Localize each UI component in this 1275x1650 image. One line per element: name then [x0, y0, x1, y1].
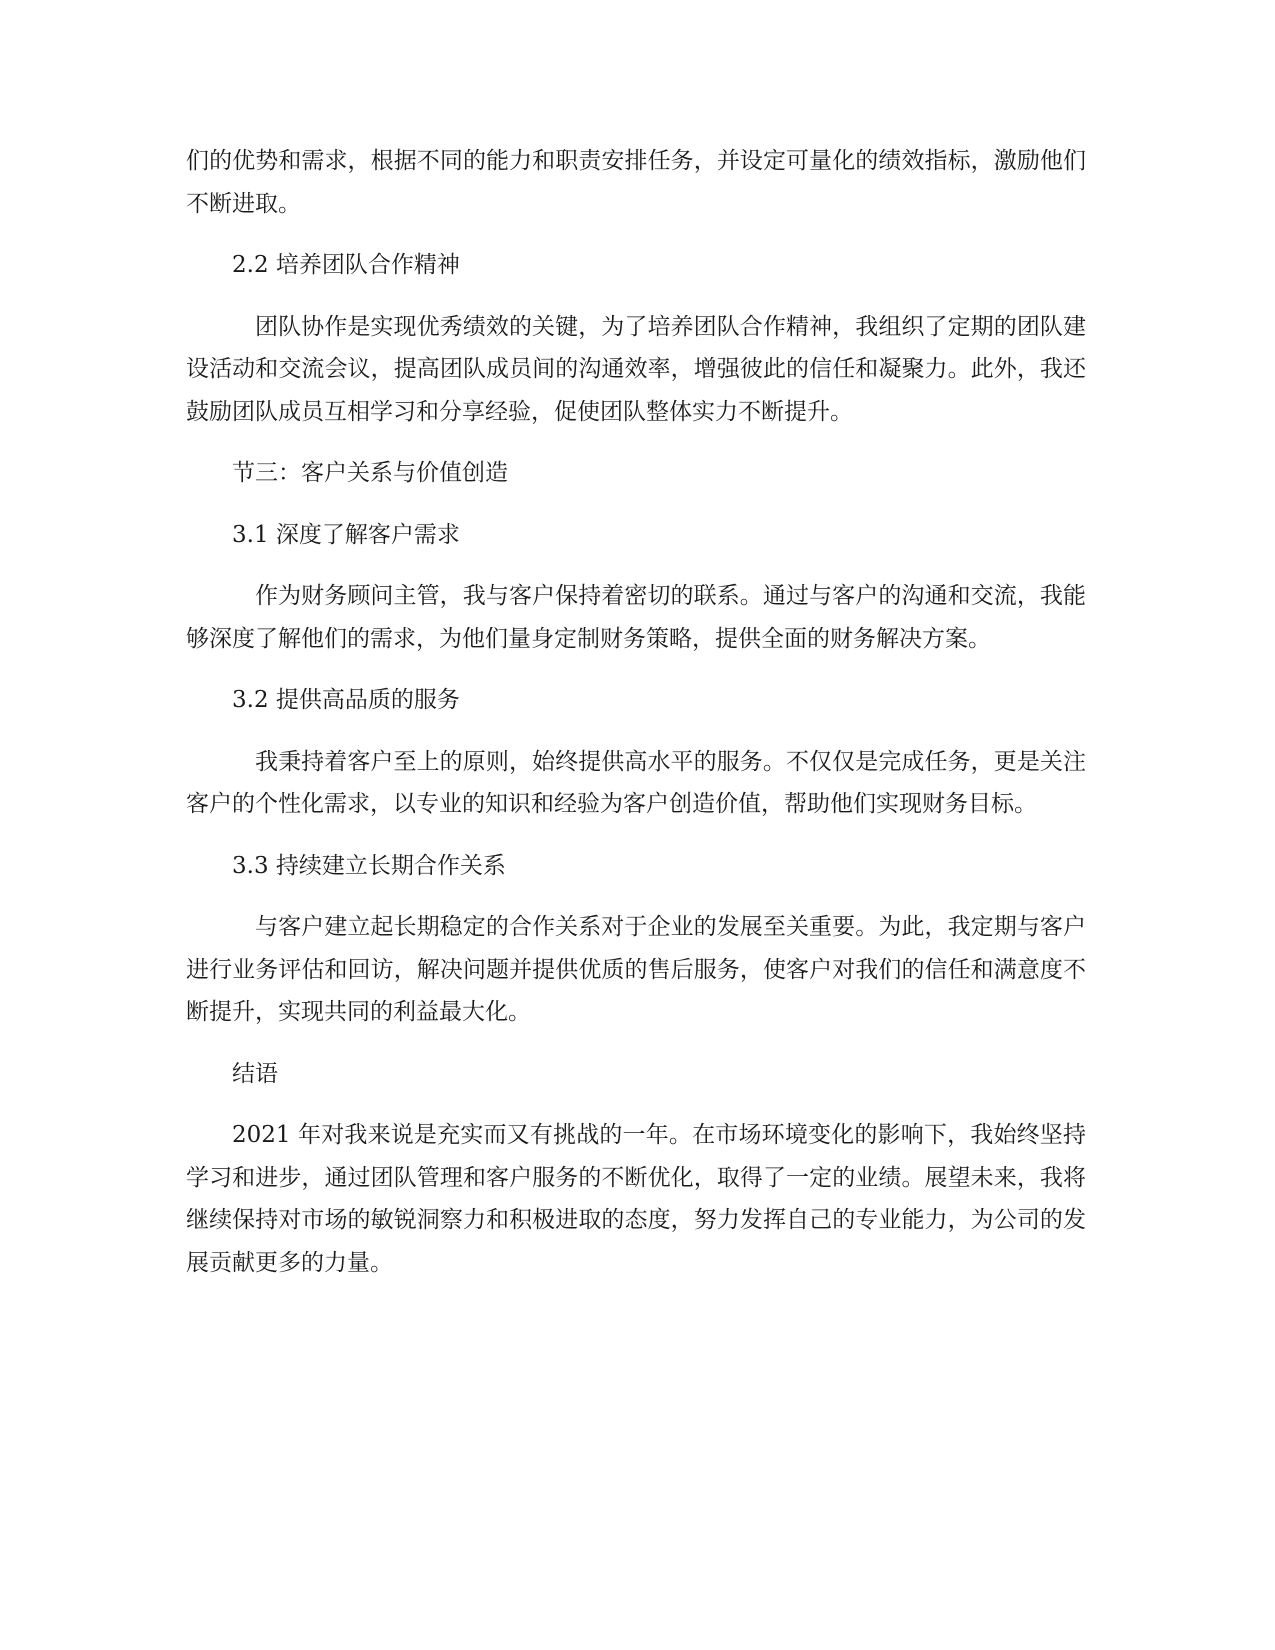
section-heading-3-1: 3.1 深度了解客户需求	[232, 521, 460, 548]
paragraph-client-needs: 作为财务顾问主管，我与客户保持着密切的联系。通过与客户的沟通和交流，我能够深度了解他们的需求，为他们量身定制财务策略，提供全面的财务解决方案。	[186, 583, 1086, 652]
section-heading-3-3: 3.3 持续建立长期合作关系	[232, 852, 506, 879]
paragraph-service: 我秉持着客户至上的原则，始终提供高水平的服务。不仅仅是完成任务，更是关注客户的个性化需求，以专业的知识和经验为客户创造价值，帮助他们实现财务目标。	[186, 748, 1086, 817]
document-page	[186, 140, 1086, 1303]
chapter-heading-3: 节三：客户关系与价值创造	[232, 460, 508, 486]
section-heading-3-2: 3.2 提供高品质的服务	[232, 687, 460, 713]
paragraph-teamwork: 团队协作是实现优秀绩效的关键，为了培养团队合作精神，我组织了定期的团队建设活动和交流会议，提高团队成员间的沟通效率，增强彼此的信任和凝聚力。此外，我还鼓励团队成员互相学习和分享经验，促使团队整体实力不断提升。	[186, 313, 1086, 425]
conclusion-heading: 结语	[232, 1060, 278, 1087]
paragraph-continuation: 们的优势和需求，根据不同的能力和职责安排任务，并设定可量化的绩效指标，激励他们不断进取。	[186, 148, 1086, 217]
paragraph-conclusion: 2021 年对我来说是充实而又有挑战的一年。在市场环境变化的影响下，我始终坚持学习和进步，通过团队管理和客户服务的不断优化，取得了一定的业绩。展望未来，我将继续保持对市场的敏锐洞察力和积极进取的态度，努力发挥自己的专业能力，为公司的发展贡献更多的力量。	[186, 1122, 1086, 1276]
section-heading-2-2: 2.2 培养团队合作精神	[232, 252, 460, 278]
paragraph-partnership: 与客户建立起长期稳定的合作关系对于企业的发展至关重要。为此，我定期与客户进行业务评估和回访，解决问题并提供优质的售后服务，使客户对我们的信任和满意度不断提升，实现共同的利益最大化。	[186, 914, 1086, 1025]
